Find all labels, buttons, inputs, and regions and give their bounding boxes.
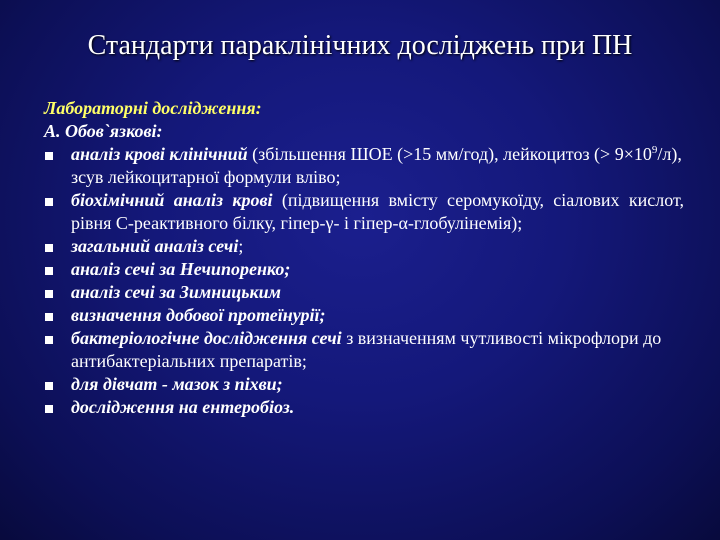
square-bullet-icon bbox=[45, 244, 53, 252]
item-title: загальний аналіз сечі bbox=[71, 236, 239, 256]
item-detail: (підвищення вмісту серомукоїду, сіалових кислот, рівня С-реактивного білку, гіпер-γ- і гіпер-α-глобулінемія); bbox=[71, 190, 685, 233]
item-tail: ; bbox=[238, 236, 244, 256]
slide-title: Стандарти параклінічних досліджень при ПН bbox=[87, 30, 633, 61]
item-detail: (збільшення ШОЕ (>15 мм/год), лейкоцитоз (> 9×10 bbox=[247, 144, 652, 164]
list-item bbox=[44, 373, 684, 396]
bullet-list bbox=[44, 143, 684, 419]
item-title: аналіз сечі за Нечипоренко; bbox=[71, 259, 291, 279]
list-item bbox=[44, 143, 684, 189]
square-bullet-icon bbox=[45, 290, 53, 298]
item-title: бактеріологічне дослідження сечі bbox=[71, 328, 342, 348]
item-superscript: 9 bbox=[651, 144, 658, 156]
square-bullet-icon bbox=[45, 267, 53, 275]
square-bullet-icon bbox=[45, 152, 53, 160]
list-item bbox=[44, 304, 684, 327]
item-title: визначення добової протеїнурії; bbox=[71, 305, 326, 325]
item-title: для дівчат - мазок з піхви; bbox=[71, 374, 283, 394]
square-bullet-icon bbox=[45, 382, 53, 390]
item-title: аналіз сечі за Зимницьким bbox=[71, 282, 281, 302]
list-item bbox=[44, 327, 684, 373]
list-item bbox=[44, 258, 684, 281]
square-bullet-icon bbox=[45, 198, 53, 206]
item-title: біохімічний аналіз крові bbox=[71, 190, 273, 210]
item-title: дослідження на ентеробіоз. bbox=[71, 397, 295, 417]
item-detail: з визначенням чутливості мікрофлори до антибактеріальних препаратів; bbox=[71, 328, 662, 371]
square-bullet-icon bbox=[45, 405, 53, 413]
slide-content bbox=[44, 97, 684, 419]
list-item bbox=[44, 281, 684, 304]
list-item bbox=[44, 189, 684, 235]
item-detail-end: /л), зсув лейкоцитарної формули вліво; bbox=[71, 144, 682, 187]
list-item bbox=[44, 235, 684, 258]
subheading: А. Обов`язкові: bbox=[44, 121, 163, 141]
section-heading: Лабораторні дослідження: bbox=[44, 98, 262, 118]
list-item bbox=[44, 396, 684, 419]
item-title: аналіз крові клінічний bbox=[71, 144, 248, 164]
square-bullet-icon bbox=[45, 313, 53, 321]
square-bullet-icon bbox=[45, 336, 53, 344]
